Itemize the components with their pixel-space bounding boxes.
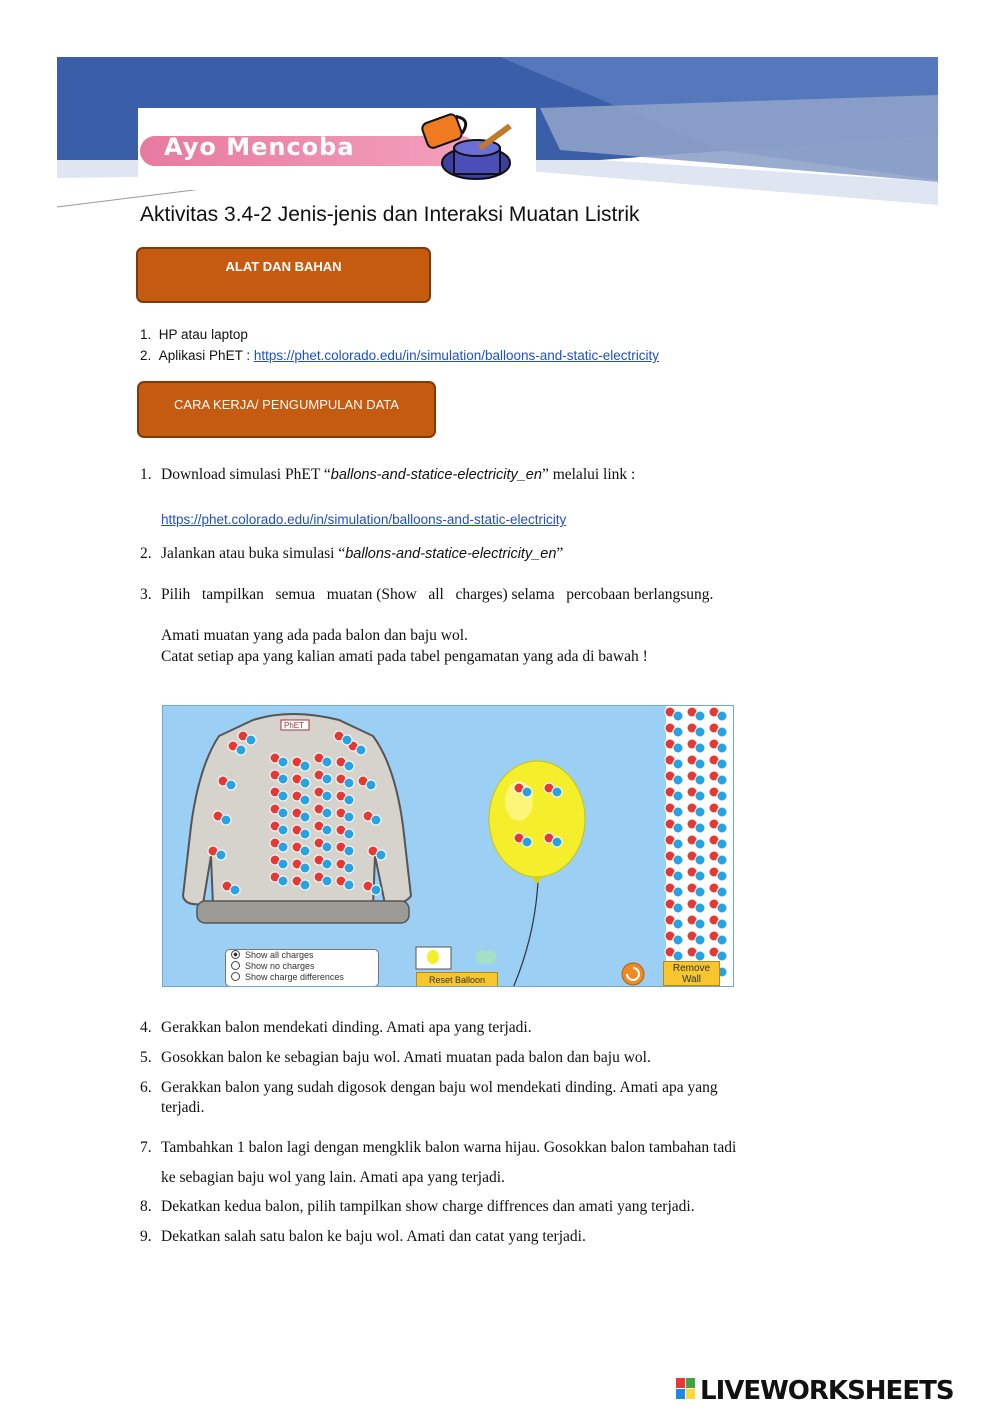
negative-charge [717,727,727,737]
negative-charge [300,795,310,805]
negative-charge [695,839,705,849]
negative-charge [322,825,332,835]
negative-charge [695,727,705,737]
section-heading-alat: ALAT DAN BAHAN [136,247,431,303]
negative-charge [371,885,381,895]
negative-charge [278,757,288,767]
negative-charge [717,855,727,865]
negative-charge [344,795,354,805]
negative-charge [695,887,705,897]
step-6-cont: terjadi. [161,1099,205,1116]
simulation-scene [163,706,734,987]
negative-charge [695,711,705,721]
sweater-label: PhET [284,721,305,730]
negative-charge [278,842,288,852]
option-show-all[interactable]: Show all charges [226,950,378,961]
negative-charge [717,775,727,785]
negative-charge [695,951,705,961]
negative-charge [673,951,683,961]
negative-charge [278,808,288,818]
step-7-cont: ke sebagian baju wol yang lain. Amati apa yang terjadi. [161,1169,505,1186]
balloon [489,761,585,877]
negative-charge [300,761,310,771]
negative-charge [278,825,288,835]
negative-charge [322,757,332,767]
page-title: Aktivitas 3.4-2 Jenis-jenis dan Interaksi Muatan Listrik [140,203,640,226]
negative-charge [717,759,727,769]
negative-charge [717,839,727,849]
negative-charge [236,745,246,755]
negative-charge [344,829,354,839]
negative-charge [522,787,532,797]
negative-charge [376,850,386,860]
negative-charge [673,727,683,737]
section-heading-cara: CARA KERJA/ PENGUMPULAN DATA [137,381,436,438]
negative-charge [246,735,256,745]
negative-charge [695,775,705,785]
negative-charge [717,807,727,817]
negative-charge [695,791,705,801]
negative-charge [300,880,310,890]
negative-charge [322,876,332,886]
list-item: 1. HP atau laptop [140,327,248,342]
negative-charge [216,850,226,860]
negative-charge [344,863,354,873]
banner-label: Ayo Mencoba [164,133,355,161]
negative-charge [673,919,683,929]
negative-charge [278,791,288,801]
negative-charge [344,812,354,822]
negative-charge [366,780,376,790]
remove-wall-button[interactable]: Remove Wall [663,961,720,986]
negative-charge [322,842,332,852]
negative-charge [552,837,562,847]
negative-charge [695,807,705,817]
negative-charge [717,887,727,897]
negative-charge [673,711,683,721]
negative-charge [695,919,705,929]
negative-charge [342,735,352,745]
step-1-link[interactable]: https://phet.colorado.edu/in/simulation/balloons-and-static-electricity [161,512,567,527]
negative-charge [717,743,727,753]
negative-charge [221,815,231,825]
negative-charge [322,774,332,784]
negative-charge [673,823,683,833]
negative-charge [300,829,310,839]
negative-charge [695,759,705,769]
negative-charge [356,745,366,755]
negative-charge [344,846,354,856]
charge-display-options [225,949,379,987]
negative-charge [673,839,683,849]
negative-charge [322,859,332,869]
negative-charge [278,859,288,869]
negative-charge [695,903,705,913]
footer-brand: LIVEWORKSHEETS [700,1376,954,1406]
negative-charge [695,935,705,945]
negative-charge [673,903,683,913]
negative-charge [673,935,683,945]
negative-charge [322,791,332,801]
negative-charge [695,823,705,833]
phet-link[interactable]: https://phet.colorado.edu/in/simulation/balloons-and-static-electricity [253,348,660,363]
negative-charge [717,871,727,881]
negative-charge [673,743,683,753]
negative-charge [344,778,354,788]
negative-charge [673,887,683,897]
negative-charge [230,885,240,895]
negative-charge [695,871,705,881]
pot-and-cup-icon [418,108,528,188]
option-show-differences[interactable]: Show charge differences [226,972,378,983]
negative-charge [371,815,381,825]
step-3-note-1: Amati muatan yang ada pada balon dan baju wol. [161,627,468,644]
negative-charge [344,761,354,771]
negative-charge [522,837,532,847]
step-3-note-2: Catat setiap apa yang kalian amati pada tabel pengamatan yang ada di bawah ! [161,648,648,665]
negative-charge [673,807,683,817]
negative-charge [673,791,683,801]
negative-charge [717,935,727,945]
negative-charge [278,774,288,784]
negative-charge [695,855,705,865]
list-item: 2. Aplikasi PhET : https://phet.colorado.edu/in/simulation/balloons-and-static-electricity [140,348,660,363]
negative-charge [300,778,310,788]
negative-charge [300,863,310,873]
phet-simulation-screenshot [162,705,734,987]
negative-charge [717,951,727,961]
negative-charge [717,711,727,721]
sweater-waistband [197,901,409,923]
negative-charge [717,823,727,833]
negative-charge [717,919,727,929]
negative-charge [673,855,683,865]
negative-charge [552,787,562,797]
negative-charge [300,812,310,822]
balloon-string [513,881,538,987]
negative-charge [344,880,354,890]
negative-charge [226,780,236,790]
negative-charge [695,743,705,753]
negative-charge [673,871,683,881]
negative-charge [673,759,683,769]
negative-charge [717,903,727,913]
negative-charge [673,775,683,785]
negative-charge [300,846,310,856]
reset-all-icon[interactable] [622,963,644,985]
negative-charge [717,791,727,801]
reset-balloon-button[interactable]: Reset Balloon [416,972,498,987]
negative-charge [278,876,288,886]
negative-charge [322,808,332,818]
option-show-none[interactable]: Show no charges [226,961,378,972]
